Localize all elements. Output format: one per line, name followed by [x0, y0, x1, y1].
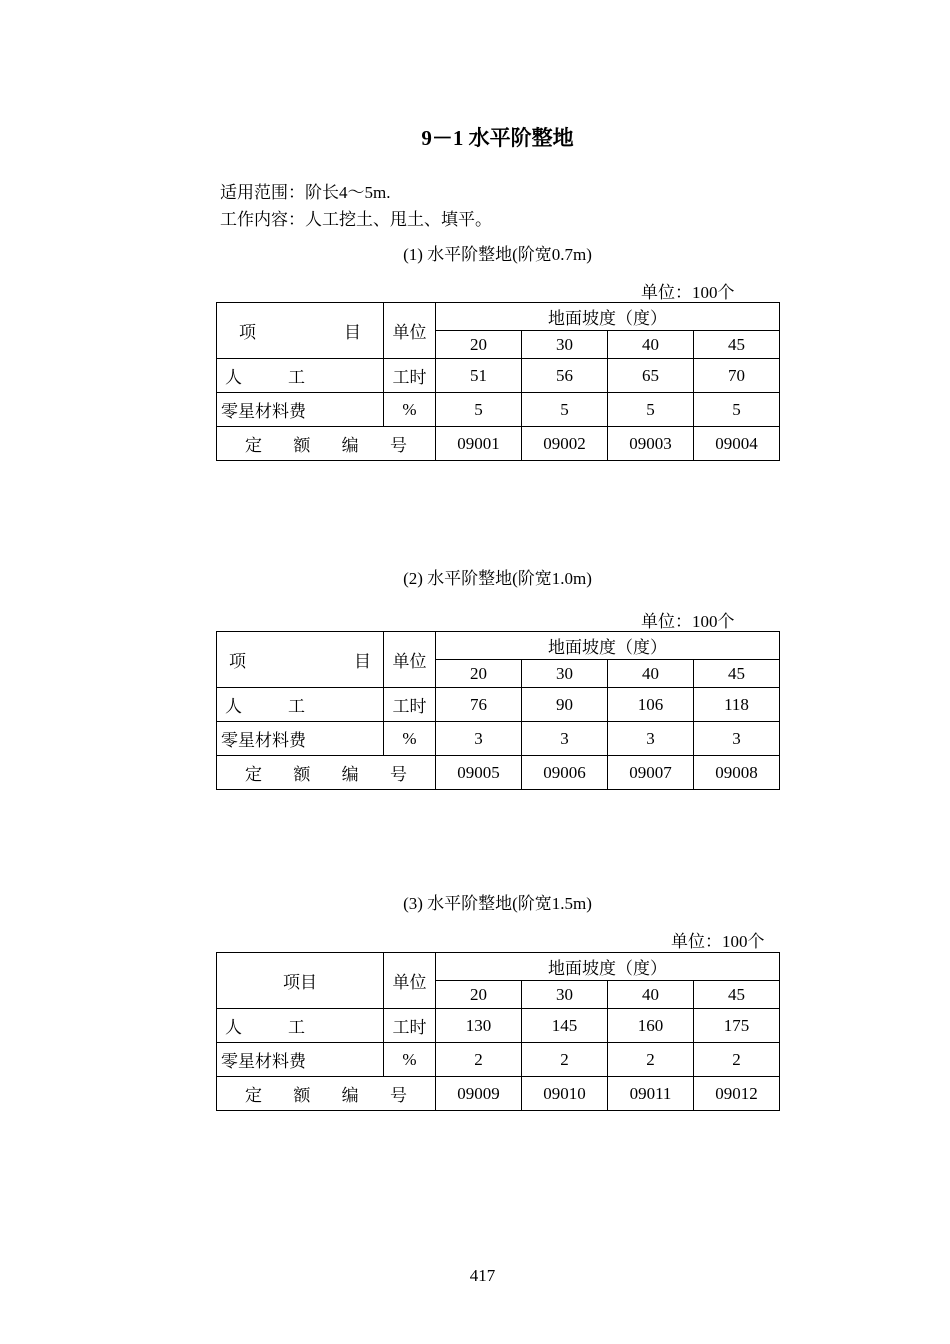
table-1-subtitle: (1) 水平阶整地(阶宽0.7m) — [403, 245, 592, 264]
labor-unit: 工时 — [384, 688, 436, 722]
scope-text: 适用范围：阶长4～5m. — [220, 183, 391, 202]
code-cell: 09011 — [608, 1077, 694, 1111]
header-unit: 单位 — [384, 303, 436, 359]
code-cell: 09009 — [436, 1077, 522, 1111]
quota-table-2 — [216, 631, 780, 790]
table-row — [217, 1043, 780, 1077]
value-cell: 51 — [436, 359, 522, 393]
table-row — [217, 393, 780, 427]
work-content-text: 工作内容：人工挖土、甩土、填平。 — [220, 210, 492, 229]
value-cell: 3 — [436, 722, 522, 756]
slope-cell: 40 — [608, 981, 694, 1009]
header-item: 项目 — [217, 953, 384, 1009]
slope-cell: 40 — [608, 660, 694, 688]
table-row — [217, 722, 780, 756]
code-label: 定 额 编 号 — [217, 756, 436, 790]
code-cell: 09004 — [694, 427, 780, 461]
table-row — [217, 427, 780, 461]
header-slope: 地面坡度（度） — [436, 632, 780, 660]
material-label: 零星材料费 — [217, 1043, 384, 1077]
value-cell: 118 — [694, 688, 780, 722]
table-row — [217, 756, 780, 790]
value-cell: 2 — [694, 1043, 780, 1077]
value-cell: 5 — [608, 393, 694, 427]
code-cell: 09002 — [522, 427, 608, 461]
page-number: 417 — [469, 1266, 496, 1285]
labor-label: 人 工 — [217, 688, 384, 722]
header-unit: 单位 — [384, 632, 436, 688]
code-cell: 09001 — [436, 427, 522, 461]
table-2-subtitle: (2) 水平阶整地(阶宽1.0m) — [403, 569, 592, 588]
slope-cell: 20 — [436, 660, 522, 688]
table-3-unit: 单位：100个 — [671, 932, 765, 951]
code-label: 定 额 编 号 — [217, 427, 436, 461]
table-row — [217, 1077, 780, 1111]
value-cell: 175 — [694, 1009, 780, 1043]
code-cell: 09010 — [522, 1077, 608, 1111]
value-cell: 65 — [608, 359, 694, 393]
code-cell: 09008 — [694, 756, 780, 790]
value-cell: 70 — [694, 359, 780, 393]
labor-label: 人 工 — [217, 1009, 384, 1043]
quota-table-3 — [216, 952, 780, 1111]
slope-cell: 45 — [694, 660, 780, 688]
header-slope: 地面坡度（度） — [436, 953, 780, 981]
material-unit: % — [384, 1043, 436, 1077]
value-cell: 5 — [522, 393, 608, 427]
material-unit: % — [384, 393, 436, 427]
code-label: 定 额 编 号 — [217, 1077, 436, 1111]
value-cell: 145 — [522, 1009, 608, 1043]
value-cell: 3 — [608, 722, 694, 756]
labor-unit: 工时 — [384, 1009, 436, 1043]
value-cell: 2 — [522, 1043, 608, 1077]
value-cell: 76 — [436, 688, 522, 722]
slope-cell: 30 — [522, 981, 608, 1009]
table-row — [217, 359, 780, 393]
slope-cell: 30 — [522, 660, 608, 688]
code-cell: 09007 — [608, 756, 694, 790]
table-2-unit: 单位：100个 — [641, 612, 735, 631]
value-cell: 90 — [522, 688, 608, 722]
table-row — [217, 1009, 780, 1043]
labor-label: 人 工 — [217, 359, 384, 393]
slope-cell: 40 — [608, 331, 694, 359]
value-cell: 5 — [436, 393, 522, 427]
code-cell: 09012 — [694, 1077, 780, 1111]
header-item: 项 目 — [217, 632, 384, 688]
slope-cell: 20 — [436, 331, 522, 359]
code-cell: 09005 — [436, 756, 522, 790]
value-cell: 5 — [694, 393, 780, 427]
value-cell: 2 — [436, 1043, 522, 1077]
labor-unit: 工时 — [384, 359, 436, 393]
slope-cell: 45 — [694, 981, 780, 1009]
table-3-subtitle: (3) 水平阶整地(阶宽1.5m) — [403, 894, 592, 913]
header-unit: 单位 — [384, 953, 436, 1009]
slope-cell: 30 — [522, 331, 608, 359]
quota-table-1 — [216, 302, 780, 461]
value-cell: 130 — [436, 1009, 522, 1043]
page-title: 9－1 水平阶整地 — [421, 126, 574, 150]
value-cell: 160 — [608, 1009, 694, 1043]
material-label: 零星材料费 — [217, 722, 384, 756]
value-cell: 3 — [694, 722, 780, 756]
value-cell: 3 — [522, 722, 608, 756]
code-cell: 09006 — [522, 756, 608, 790]
material-unit: % — [384, 722, 436, 756]
table-row — [217, 688, 780, 722]
code-cell: 09003 — [608, 427, 694, 461]
slope-cell: 20 — [436, 981, 522, 1009]
header-slope: 地面坡度（度） — [436, 303, 780, 331]
table-1-unit: 单位：100个 — [641, 283, 735, 302]
value-cell: 106 — [608, 688, 694, 722]
header-item: 项 目 — [217, 303, 384, 359]
slope-cell: 45 — [694, 331, 780, 359]
value-cell: 2 — [608, 1043, 694, 1077]
value-cell: 56 — [522, 359, 608, 393]
material-label: 零星材料费 — [217, 393, 384, 427]
